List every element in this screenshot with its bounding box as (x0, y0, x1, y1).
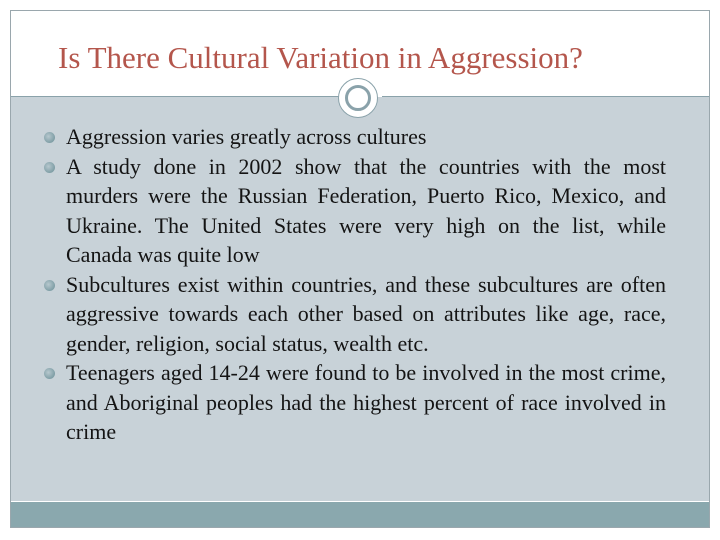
bullet-item (44, 358, 666, 447)
bullet-text: Subcultures exist within countries, and these subcultures are often aggressive towards each other based on attributes like age, race, gender, religion, social status, wealth etc. (66, 271, 666, 356)
bullet-text: A study done in 2002 show that the countries with the most murders were the Russian Federation, Puerto Rico, Mexico, and Ukraine. The United States were very high on the list, while Canada was quite low (66, 153, 666, 267)
bullet-item (44, 122, 666, 152)
circle-bullet-icon (44, 132, 55, 143)
bullet-text: Aggression varies greatly across cultures (66, 124, 427, 149)
title-divider-right (382, 96, 709, 97)
bullet-item (44, 152, 666, 270)
bullet-text: Teenagers aged 14-24 were found to be involved in the most crime, and Aboriginal peoples had the highest percent of race involved in crime (66, 360, 666, 444)
circle-bullet-icon (44, 162, 55, 173)
circle-bullet-icon (44, 368, 55, 379)
bullet-list (44, 122, 666, 447)
title-divider-left (11, 96, 341, 97)
bullet-item (44, 270, 666, 359)
ring-inner-icon (345, 85, 371, 111)
circle-bullet-icon (44, 280, 55, 291)
slide-title: Is There Cultural Variation in Aggression? (58, 40, 583, 75)
